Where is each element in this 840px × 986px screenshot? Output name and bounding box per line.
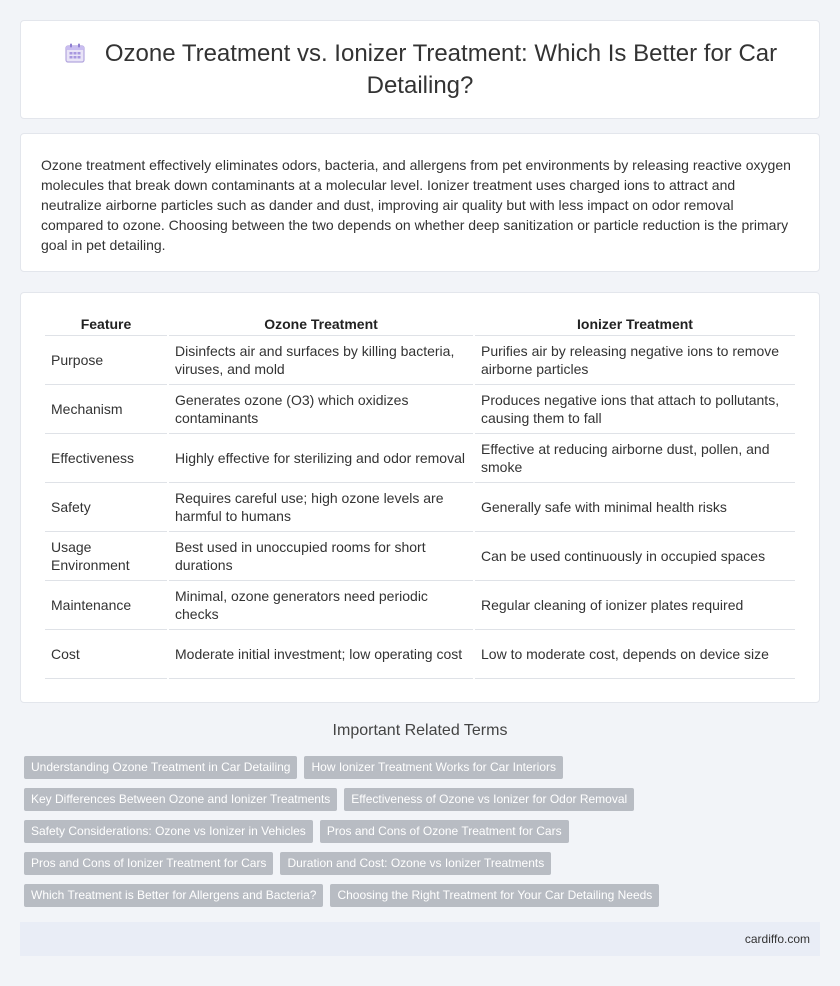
related-term-tag[interactable]: Safety Considerations: Ozone vs Ionizer in Vehicles [24,820,313,843]
page-title: Ozone Treatment vs. Ionizer Treatment: Which Is Better for Car Detailing? [104,39,778,99]
cell-ozone: Best used in unoccupied rooms for short durations [169,532,473,581]
cell-feature: Purpose [45,336,167,385]
related-term-tag[interactable]: Key Differences Between Ozone and Ionizer Treatments [24,788,337,811]
related-term-tag[interactable]: Which Treatment is Better for Allergens and Bacteria? [24,884,323,907]
table-header-row [45,311,795,336]
intro-paragraph: Ozone treatment effectively eliminates odors, bacteria, and allergens from pet environments by releasing reactive oxygen molecules that break down contaminants at a molecular level. Ionizer treatment uses charged ions to attract and neutralize airborne particles such as dander and dust, improving air quality but with less impact on odor removal compared to ozone. Choosing between the two depends on whether deep sanitization or particle reduction is the primary goal in pet detailing. [41,157,791,253]
cell-feature: Mechanism [45,385,167,434]
cell-ozone: Minimal, ozone generators need periodic checks [169,581,473,630]
cell-ionizer: Generally safe with minimal health risks [475,483,795,532]
table-row [45,532,795,581]
related-term-tag[interactable]: Choosing the Right Treatment for Your Car Detailing Needs [330,884,659,907]
table-row [45,581,795,630]
cell-feature: Usage Environment [45,532,167,581]
table-row [45,336,795,385]
footer [20,922,820,956]
related-terms-list [24,756,820,907]
cell-ionizer: Low to moderate cost, depends on device size [475,630,795,679]
related-term-tag[interactable]: Pros and Cons of Ozone Treatment for Cars [320,820,569,843]
title-wrap [61,38,779,102]
intro-card [20,133,820,272]
header-feature: Feature [45,311,167,336]
header-ionizer: Ionizer Treatment [475,311,795,336]
cell-feature: Safety [45,483,167,532]
related-terms-heading: Important Related Terms [332,722,508,739]
cell-feature: Effectiveness [45,434,167,483]
calendar-icon [63,41,87,65]
cell-ozone: Generates ozone (O3) which oxidizes contaminants [169,385,473,434]
related-term-tag[interactable]: Duration and Cost: Ozone vs Ionizer Treatments [280,852,551,875]
header-card [20,20,820,119]
comparison-table-card [20,292,820,703]
table-row [45,483,795,532]
footer-site-link[interactable]: cardiffo.com [744,932,810,946]
table-row [45,434,795,483]
cell-ozone: Disinfects air and surfaces by killing bacteria, viruses, and mold [169,336,473,385]
cell-ionizer: Purifies air by releasing negative ions to remove airborne particles [475,336,795,385]
cell-ionizer: Can be used continuously in occupied spaces [475,532,795,581]
cell-ionizer: Produces negative ions that attach to pollutants, causing them to fall [475,385,795,434]
related-term-tag[interactable]: Pros and Cons of Ionizer Treatment for Cars [24,852,273,875]
cell-ionizer: Effective at reducing airborne dust, pollen, and smoke [475,434,795,483]
related-term-tag[interactable]: How Ionizer Treatment Works for Car Interiors [304,756,563,779]
related-term-tag[interactable]: Understanding Ozone Treatment in Car Detailing [24,756,297,779]
comparison-table [43,311,797,679]
cell-ozone: Highly effective for sterilizing and odor removal [169,434,473,483]
table-row [45,630,795,679]
header-ozone: Ozone Treatment [169,311,473,336]
cell-feature: Maintenance [45,581,167,630]
cell-ozone: Moderate initial investment; low operating cost [169,630,473,679]
table-row [45,385,795,434]
cell-feature: Cost [45,630,167,679]
cell-ozone: Requires careful use; high ozone levels are harmful to humans [169,483,473,532]
cell-ionizer: Regular cleaning of ionizer plates required [475,581,795,630]
related-term-tag[interactable]: Effectiveness of Ozone vs Ionizer for Odor Removal [344,788,634,811]
